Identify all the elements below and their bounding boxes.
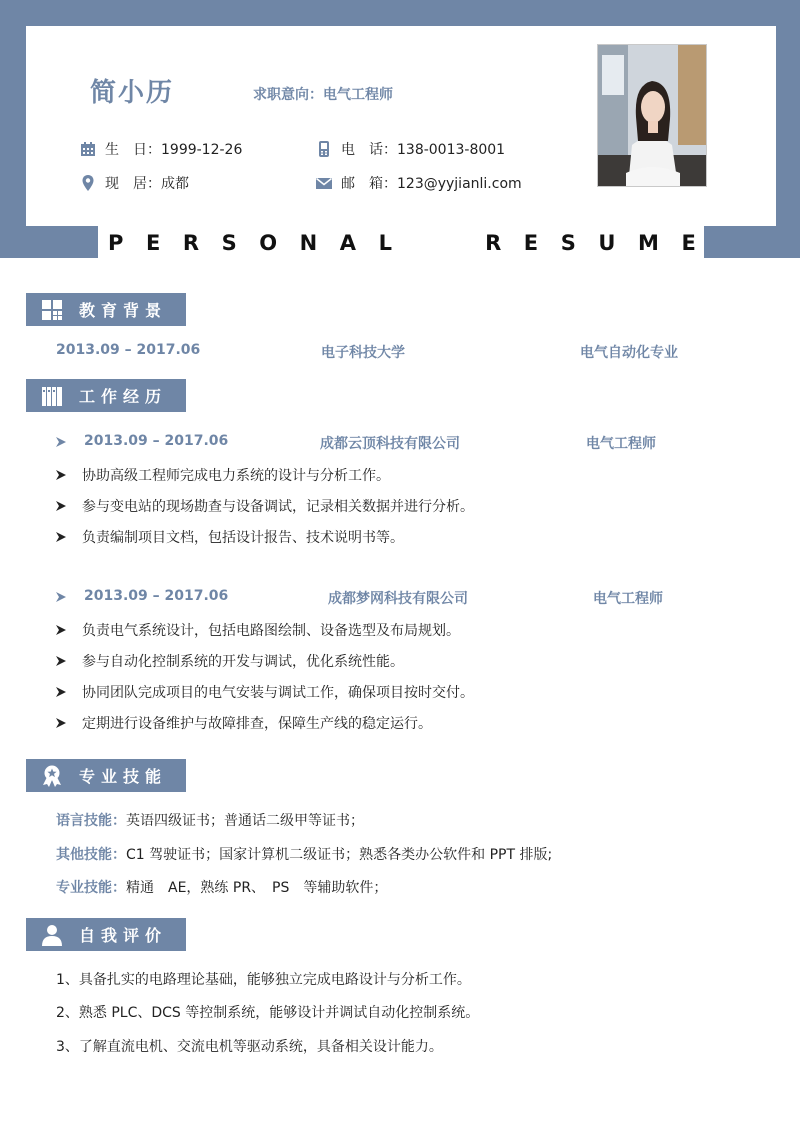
job-duty <box>56 620 460 640</box>
skill-item <box>56 810 364 830</box>
bullet-arrow-icon <box>56 501 66 511</box>
evaluation-title: 自我评价 <box>79 926 168 945</box>
banner-letter: S <box>221 230 237 255</box>
job-intent: 求职意向：电气工程师 <box>253 87 393 103</box>
education-date: 2013.09 – 2017.06 <box>56 342 201 358</box>
education-major: 电气自动化专业 <box>580 345 678 361</box>
profile-photo-illustration <box>598 45 706 186</box>
candidate-name: 简小历 <box>90 78 175 108</box>
banner-letter: E <box>145 230 161 255</box>
work-title: 工作经历 <box>79 387 168 406</box>
bullet-arrow-icon <box>56 687 66 697</box>
bullet-arrow-icon <box>56 625 66 635</box>
banner-letter: A <box>339 230 357 255</box>
mail-icon <box>316 175 332 191</box>
banner-letter: L <box>378 230 392 255</box>
job-duty-text: 负责编制项目文档，包括设计报告、技术说明书等。 <box>82 530 404 546</box>
skill-value: 英语四级证书；普通话二级甲等证书； <box>126 813 364 829</box>
skill-value: C1 驾驶证书；国家计算机二级证书；熟悉各类办公软件和 PPT 排版; <box>126 847 553 863</box>
banner-letter: E <box>523 230 539 255</box>
banner-letter: N <box>299 230 318 255</box>
phone-info <box>316 139 505 159</box>
skills-section-header <box>26 759 186 792</box>
education-title: 教育背景 <box>79 301 168 320</box>
books-icon <box>41 385 63 407</box>
bullet-arrow-icon <box>56 532 66 542</box>
job-duty <box>56 465 390 485</box>
skill-key: 其他技能： <box>56 847 126 863</box>
job-duty <box>56 651 404 671</box>
job-duty <box>56 527 404 547</box>
evaluation-item: 3、了解直流电机、交流电机等驱动系统，具备相关设计能力。 <box>56 1039 443 1055</box>
phone-icon <box>316 141 332 157</box>
award-ribbon-icon <box>41 765 63 787</box>
person-icon <box>41 924 63 946</box>
education-school: 电子科技大学 <box>321 345 405 361</box>
timeline-arrow-icon <box>56 592 66 602</box>
banner-letter: R <box>485 230 502 255</box>
job-duty-text: 参与变电站的现场勘查与设备调试，记录相关数据并进行分析。 <box>82 499 474 515</box>
banner-letter: E <box>681 230 696 255</box>
skill-key: 专业技能： <box>56 880 126 896</box>
job-company: 成都云顶科技有限公司 <box>320 436 460 452</box>
job-duty <box>56 713 432 733</box>
skill-item <box>56 844 552 864</box>
grid-icon <box>41 299 63 321</box>
skill-key: 语言技能： <box>56 813 126 829</box>
birthday-info <box>80 139 242 159</box>
bullet-arrow-icon <box>56 718 66 728</box>
work-section-header <box>26 379 186 412</box>
bullet-arrow-icon <box>56 470 66 480</box>
residence-info <box>80 173 189 193</box>
timeline-arrow-icon <box>56 437 66 447</box>
bullet-arrow-icon <box>56 656 66 666</box>
job-duty-text: 协同团队完成项目的电气安装与调试工作，确保项目按时交付。 <box>82 685 474 701</box>
email-info <box>316 173 522 193</box>
email-text[interactable]: 邮 箱：123@yyjianli.com <box>341 176 522 192</box>
job-role: 电气工程师 <box>586 436 656 452</box>
profile-photo <box>597 44 707 187</box>
job-company: 成都梦网科技有限公司 <box>328 591 468 607</box>
evaluation-item: 1、具备扎实的电路理论基础，能够独立完成电路设计与分析工作。 <box>56 972 471 988</box>
banner-letter: R <box>182 230 200 255</box>
residence-text: 现 居：成都 <box>105 176 189 192</box>
skill-value: 精通 AE，熟练 PR、 PS 等辅助软件； <box>126 880 388 896</box>
personal-resume-banner <box>98 226 704 259</box>
banner-letter: S <box>560 230 576 255</box>
skill-item <box>56 877 387 897</box>
phone-text: 电 话：138-0013-8001 <box>341 142 506 158</box>
birthday-text: 生 日：1999-12-26 <box>105 142 243 158</box>
banner-letter: O <box>259 230 278 255</box>
evaluation-section-header <box>26 918 186 951</box>
job-duty-text: 定期进行设备维护与故障排查，保障生产线的稳定运行。 <box>82 716 432 732</box>
location-pin-icon <box>80 175 96 191</box>
evaluation-item: 2、熟悉 PLC、DCS 等控制系统，能够设计并调试自动化控制系统。 <box>56 1005 480 1021</box>
job-duty-text: 负责电气系统设计，包括电路图绘制、设备选型及布局规划。 <box>82 623 460 639</box>
job-role: 电气工程师 <box>593 591 663 607</box>
job-date: 2013.09 – 2017.06 <box>84 588 229 604</box>
job-date: 2013.09 – 2017.06 <box>84 433 229 449</box>
banner-letter: U <box>598 230 616 255</box>
skills-title: 专业技能 <box>79 767 168 786</box>
banner-letter: M <box>637 230 659 255</box>
job-duty <box>56 496 474 516</box>
job-duty <box>56 682 474 702</box>
job-duty-text: 协助高级工程师完成电力系统的设计与分析工作。 <box>82 468 390 484</box>
calendar-icon <box>80 141 96 157</box>
banner-letter: P <box>108 230 124 255</box>
education-section-header <box>26 293 186 326</box>
job-duty-text: 参与自动化控制系统的开发与调试，优化系统性能。 <box>82 654 404 670</box>
